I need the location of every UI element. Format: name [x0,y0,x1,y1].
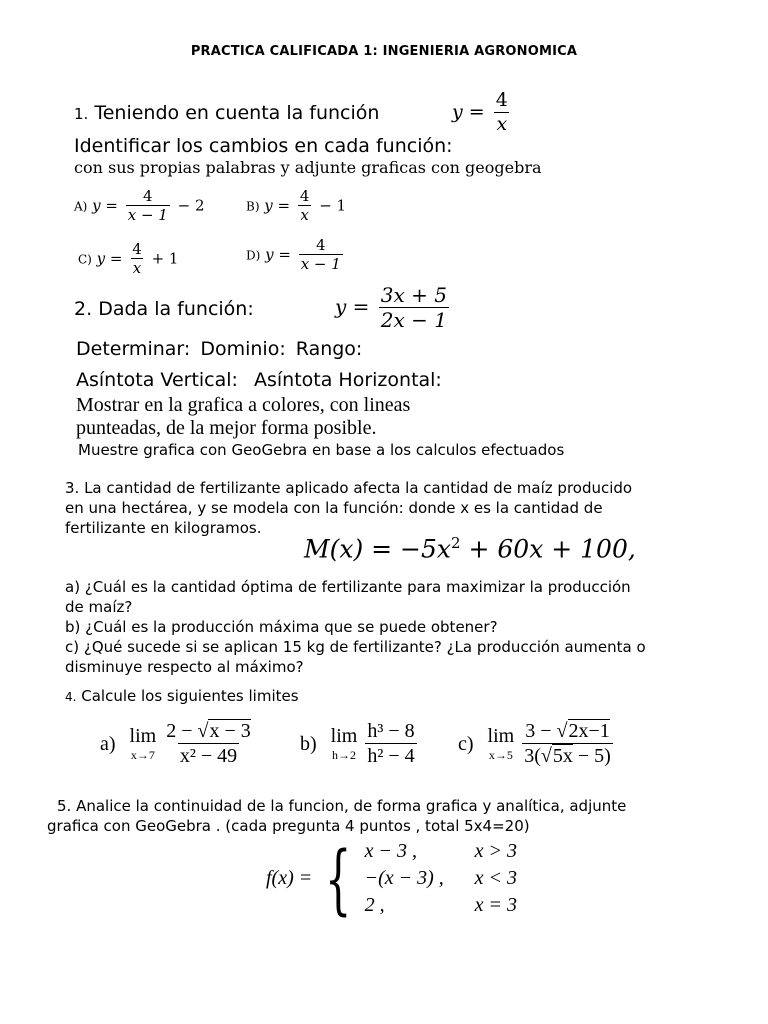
q1-option-c [78,241,178,277]
lim-num-pre: 2 − [166,720,198,742]
option-den: x [300,206,309,225]
q2-rango: Rango: [295,338,363,360]
q2-intro: Dada la función: [98,298,254,320]
q1-option-d [246,237,346,273]
option-tail: − 1 [319,196,347,215]
option-den: x [132,259,142,278]
q1-option-b [246,188,346,224]
q4-limit-c: c) lim x→5 $\frac{3 - √2x-1}{3(√5x - 5)}$ [458,720,611,767]
option-lhs: y = [264,196,291,215]
q2-asintotas-line [76,369,442,391]
option-label: C) [78,252,92,267]
case-cond: x < 3 [474,867,517,889]
q2-func-den: 2x − 1 [380,308,447,332]
q2-func-lhs: y = [335,294,370,319]
case-cond: x > 3 [474,840,517,862]
lim-word: lim [487,725,515,747]
limit-label: c) [458,732,474,755]
q2-mostrar-2: punteadas, de la mejor forma posible. [76,417,377,439]
q3-a-2: de maíz? [65,598,133,616]
q5-cases [365,840,517,917]
lim-num-pre: 3 − [525,720,557,742]
q3-b: b) ¿Cuál es la producción máxima que se puede obtener? [65,618,498,636]
q1-main-num: 4 [495,89,508,111]
lim-den-rad: 5x [552,745,573,767]
option-label: A) [74,199,88,214]
lim-den: x² − 49 [179,745,238,767]
option-lhs: y = [96,249,123,268]
q4-text: Calcule los siguientes limites [81,687,299,705]
q1-heading [74,102,379,124]
q3-c-1: c) ¿Qué sucede si se aplican 15 kg de fertilizante? ¿La producción aumenta o [65,638,646,656]
lim-num-rad: 2x−1 [568,720,610,742]
q5-text-1: 5. Analice la continuidad de la funcion, de forma grafica y analítica, adjunte [57,797,627,815]
q4-limit-b [300,720,420,768]
limit-label: a) [100,732,116,755]
q1-intro: Teniendo en cuenta la función [94,102,380,124]
lim-sub: h→2 [332,748,356,762]
option-num: 4 [299,187,310,205]
q3-formula [304,534,636,563]
q4-limit-a: a) lim x→7 $\frac{2 - √x - 3}{\text{x² − 49}}$ [100,720,251,767]
q3-a-1: a) ¿Cuál es la cantidad óptima de fertilizante para maximizar la producción [65,578,631,596]
q2-number: 2. [74,298,93,320]
q3-formula-lhs: M(x) = −5x [304,534,451,564]
q5-piecewise [266,833,517,923]
lim-sub: x→5 [488,748,513,762]
q2-mostrar-1: Mostrar en la grafica a colores, con lineas [76,394,411,416]
lim-num-rad: x − 3 [209,720,251,742]
q5-lhs: f(x) = [266,867,313,889]
lim-num: h³ − 8 [367,720,415,742]
q1-instruction: Identificar los cambios en cada función: [74,135,453,157]
option-den: x − 1 [127,206,168,225]
q5-brace: { [325,833,352,923]
q2-determinar: Determinar: [76,338,191,360]
option-den: x − 1 [300,255,341,274]
option-tail: − 2 [177,196,205,215]
option-tail: + 1 [151,249,179,268]
q2-muestre: Muestre grafica con GeoGebra en base a los calculos efectuados [78,441,565,459]
option-lhs: y = [265,245,291,264]
q3-text-3: fertilizante en kilogramos. [65,519,262,537]
q2-asintota-vertical: Asíntota Vertical: [76,369,238,391]
lim-word: lim [330,725,358,747]
lim-den: h² − 4 [367,745,415,767]
q3-text-2: en una hectárea, y se modela con la función: donde x es la cantidad de [65,499,603,517]
q4-heading [65,686,299,707]
case-cond: x = 3 [474,894,517,916]
page-title: PRACTICA CALIFICADA 1: INGENIERIA AGRONOMICA [190,44,578,59]
limit-label: b) [300,732,317,755]
option-num: 4 [132,240,142,258]
q2-asintota-horizontal: Asíntota Horizontal: [254,369,442,391]
case-expr: x − 3 , [364,840,417,862]
q1-main-function [452,90,513,136]
q2-heading [74,298,254,320]
q2-function [335,284,452,332]
case-expr: 2 , [364,894,385,916]
q4-number: 4. [65,690,77,704]
lim-den-post: − 5) [572,745,611,767]
option-num: 4 [315,236,326,254]
q3-formula-rhs: + 60x + 100, [460,534,636,564]
q2-determinar-line [76,338,362,360]
lim-den-pre: 3( [524,745,541,767]
q3-formula-exp: 2 [451,534,461,552]
q1-instruction2: con sus propias palabras y adjunte graficas con geogebra [74,158,542,177]
option-label: B) [246,199,260,214]
case-expr: −(x − 3) , [364,867,444,889]
option-lhs: y = [92,196,118,215]
q1-main-den: x [496,112,508,135]
q2-func-num: 3x + 5 [380,283,447,307]
q3-text-1: 3. La cantidad de fertilizante aplicado afecta la cantidad de maíz producido [65,479,633,497]
lim-word: lim [129,725,157,747]
lim-sub: x→7 [130,748,155,762]
q2-dominio: Dominio: [200,338,286,360]
q1-main-lhs: y = [452,100,485,123]
q3-c-2: disminuye respecto al máximo? [65,658,304,676]
option-label: D) [246,248,261,263]
q5-text-2: grafica con GeoGebra . (cada pregunta 4 puntos , total 5x4=20) [47,817,530,835]
option-num: 4 [143,187,153,205]
q1-number: 1. [74,105,89,123]
q1-option-a [74,188,205,224]
